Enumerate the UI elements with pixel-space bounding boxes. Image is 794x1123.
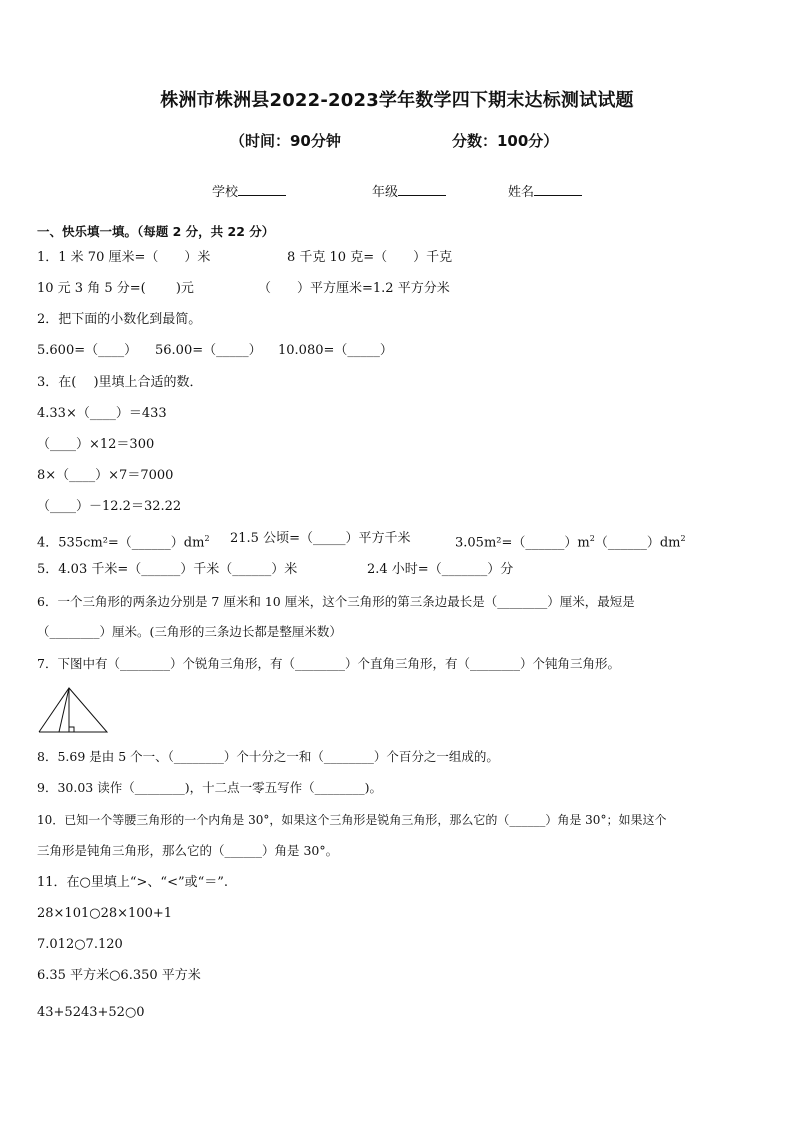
q4-a-exponent: 2 bbox=[204, 534, 210, 543]
q5-b: 2.4 小时=（_______）分 bbox=[367, 562, 514, 577]
q4-a bbox=[37, 530, 210, 552]
q10-line1: 10．已知一个等腰三角形的一个内角是 30°，如果这个三角形是锐角三角形，那么它的（______）角是 30°；如果这个 bbox=[37, 813, 667, 827]
q4-c-text2: （______）dm bbox=[594, 535, 681, 551]
q4-c-exponent2: 2 bbox=[680, 534, 686, 543]
q7: 7．下图中有（________）个锐角三角形，有（________）个直角三角形，有（________）个钝角三角形。 bbox=[37, 656, 620, 671]
q4-c bbox=[455, 530, 686, 552]
q4-a-text: 4．535cm²=（______）dm bbox=[37, 535, 205, 551]
school-blank[interactable] bbox=[238, 183, 286, 196]
q11-b: 7.012○7.120 bbox=[37, 937, 123, 952]
section-heading: 一、快乐填一填。（每题 2 分，共 22 分） bbox=[37, 224, 275, 239]
q9: 9．30.03 读作（________)，十二点一零五写作（________)。 bbox=[37, 780, 382, 795]
exam-score: 分数：100分） bbox=[452, 132, 559, 150]
grade-field bbox=[372, 181, 446, 200]
q11-a: 28×101○28×100+1 bbox=[37, 906, 173, 921]
grade-blank[interactable] bbox=[398, 183, 446, 196]
q1-b: 8 千克 10 克=（ ）千克 bbox=[287, 250, 453, 265]
name-label: 姓名 bbox=[508, 185, 535, 200]
q3-d: （____）－12.2＝32.22 bbox=[37, 499, 182, 514]
name-field bbox=[508, 181, 582, 200]
q3-a: 4.33×（____）＝433 bbox=[37, 406, 167, 421]
q2-c: 10.080=（_____） bbox=[278, 343, 393, 358]
q10-line2: 三角形是钝角三角形，那么它的（______）角是 30°。 bbox=[37, 843, 339, 858]
triangle-outline bbox=[39, 688, 107, 732]
q1-a: 1．1 米 70 厘米=（ ）米 bbox=[37, 250, 211, 265]
q11-c: 6.35 平方米○6.350 平方米 bbox=[37, 968, 201, 983]
q2-b: 56.00=（_____） bbox=[155, 343, 262, 358]
q4-c-exponent1: 2 bbox=[589, 534, 595, 543]
school-field bbox=[212, 181, 286, 200]
q3-c: 8×（____）×7＝7000 bbox=[37, 468, 174, 483]
q4-b: 21.5 公顷=（_____）平方千米 bbox=[230, 531, 411, 546]
triangle-figure bbox=[37, 686, 113, 736]
q8: 8．5.69 是由 5 个一、（________）个十分之一和（________）个百分之一组成的。 bbox=[37, 749, 499, 764]
school-label: 学校 bbox=[212, 185, 239, 200]
q6-line1: 6．一个三角形的两条边分别是 7 厘米和 10 厘米，这个三角形的第三条边最长是（________）厘米，最短是 bbox=[37, 594, 635, 609]
q4-c-text1: 3.05m²=（______）m bbox=[455, 535, 590, 551]
q2-stem: 2．把下面的小数化到最简。 bbox=[37, 312, 202, 327]
q3-b: （____）×12＝300 bbox=[37, 437, 155, 452]
right-angle-mark bbox=[69, 727, 74, 732]
q2-a: 5.600=（____） bbox=[37, 343, 138, 358]
grade-label: 年级 bbox=[372, 185, 399, 200]
q5-a: 5．4.03 千米=（______）千米（______）米 bbox=[37, 562, 298, 577]
q3-stem: 3．在( )里填上合适的数． bbox=[37, 375, 203, 390]
q6-line2: （________）厘米。(三角形的三条边长都是整厘米数） bbox=[37, 624, 342, 639]
q11-stem: 11．在○里填上“>、“<”或“＝”. bbox=[37, 875, 229, 890]
name-blank[interactable] bbox=[534, 183, 582, 196]
q11-d: 43+5243+52○0 bbox=[37, 1005, 145, 1020]
q1-c: 10 元 3 角 5 分=( )元 bbox=[37, 281, 194, 296]
page-title: 株洲市株洲县2022-2023学年数学四下期末达标测试试题 bbox=[160, 90, 634, 111]
q1-d: （ ）平方厘米=1.2 平方分米 bbox=[258, 281, 450, 296]
exam-time: （时间：90分钟 bbox=[230, 132, 341, 150]
